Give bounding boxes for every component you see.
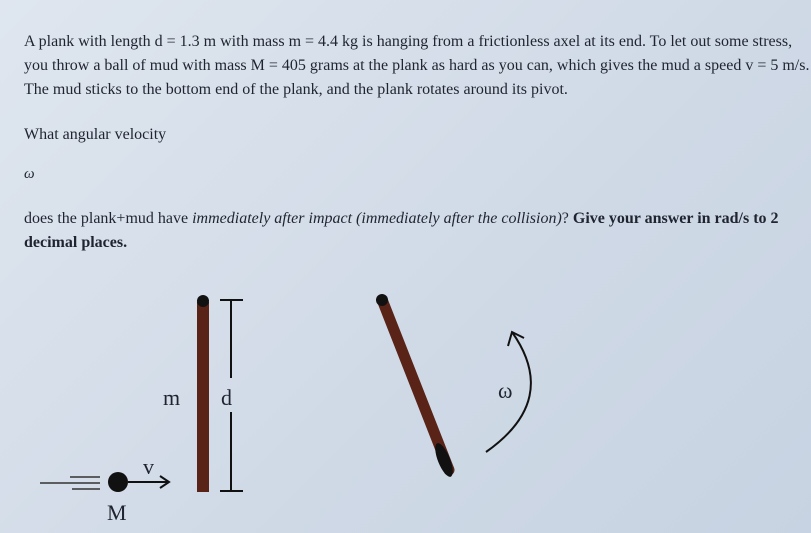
question-intro: What angular velocity — [24, 126, 167, 143]
problem-statement — [24, 30, 811, 102]
plank-rotated — [376, 294, 456, 479]
question-part1: does the plank+mud have — [24, 210, 193, 227]
pivot-point — [197, 295, 209, 307]
physics-diagram — [0, 280, 811, 533]
mud-mass-label: M — [107, 500, 127, 525]
question-emphasis: immediately after impact (immediately after the collision) — [192, 210, 562, 227]
velocity-label: v — [143, 454, 154, 479]
plank-vertical — [197, 302, 209, 492]
problem-text: A plank with length d = 1.3 m with mass m = 4.4 kg is hanging from a frictionless axel at its end. To let out some stress, you throw a ball of mud with mass M = 405 grams at the plank as hard as you can, which gives the mud a speed v = 5 m/s. The mud sticks to the bottom end of the plank, and the plank rotates around its pivot. — [24, 33, 810, 98]
question-continuation — [24, 207, 804, 255]
plank-mass-label: m — [163, 385, 181, 410]
answer-symbol: ω — [24, 166, 35, 182]
length-label: d — [221, 385, 232, 410]
question-part2: ? — [561, 210, 573, 227]
mud-ball — [108, 472, 128, 492]
omega-label: ω — [498, 378, 513, 403]
answer-instruction: Give your answer in rad/s to 2 decimal places. — [24, 210, 779, 251]
pivot-point-rotated — [376, 294, 388, 306]
